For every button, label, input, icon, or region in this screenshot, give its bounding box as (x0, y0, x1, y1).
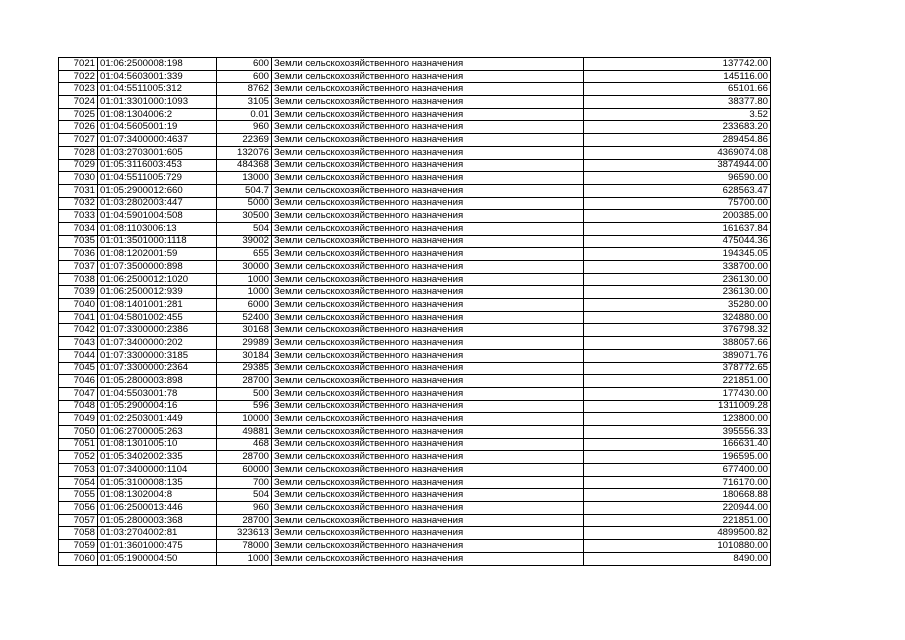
area-cell: 28700 (217, 451, 272, 464)
land-category-cell: Земли сельскохозяйственного назначения (272, 451, 584, 464)
area-cell: 960 (217, 502, 272, 515)
table-row (59, 235, 771, 248)
table-row (59, 425, 771, 438)
row-number-cell: 7059 (59, 540, 98, 553)
area-cell: 29385 (217, 362, 272, 375)
row-number-cell: 7050 (59, 425, 98, 438)
row-number-cell: 7025 (59, 108, 98, 121)
table-row (59, 58, 771, 71)
cadastral-value-cell: 388057.66 (584, 337, 771, 350)
land-category-cell: Земли сельскохозяйственного назначения (272, 387, 584, 400)
cadastral-value-cell: 3.52 (584, 108, 771, 121)
cadastral-value-cell: 96590.00 (584, 172, 771, 185)
cadastral-number-cell: 01:05:3402002:335 (98, 451, 217, 464)
area-cell: 504.7 (217, 184, 272, 197)
table-row (59, 299, 771, 312)
area-cell: 60000 (217, 464, 272, 477)
land-category-cell: Земли сельскохозяйственного назначения (272, 58, 584, 71)
row-number-cell: 7044 (59, 349, 98, 362)
row-number-cell: 7055 (59, 489, 98, 502)
table-row (59, 387, 771, 400)
table-row (59, 273, 771, 286)
cadastral-number-cell: 01:08:1302004:8 (98, 489, 217, 502)
cadastral-number-cell: 01:04:5511005:729 (98, 172, 217, 185)
cadastral-value-cell: 475044.36 (584, 235, 771, 248)
area-cell: 596 (217, 400, 272, 413)
cadastral-number-cell: 01:05:2900012:660 (98, 184, 217, 197)
land-category-cell: Земли сельскохозяйственного назначения (272, 413, 584, 426)
cadastral-value-cell: 65101.66 (584, 83, 771, 96)
land-category-cell: Земли сельскохозяйственного назначения (272, 552, 584, 565)
area-cell: 504 (217, 489, 272, 502)
area-cell: 49881 (217, 425, 272, 438)
cadastral-value-cell: 376798.32 (584, 324, 771, 337)
cadastral-value-cell: 196595.00 (584, 451, 771, 464)
cadastral-number-cell: 01:07:3400000:202 (98, 337, 217, 350)
row-number-cell: 7028 (59, 146, 98, 159)
land-category-cell: Земли сельскохозяйственного назначения (272, 172, 584, 185)
cadastral-number-cell: 01:03:2703001:605 (98, 146, 217, 159)
area-cell: 30184 (217, 349, 272, 362)
table-row (59, 172, 771, 185)
land-registry-table (58, 57, 771, 566)
cadastral-value-cell: 289454.86 (584, 134, 771, 147)
row-number-cell: 7041 (59, 311, 98, 324)
area-cell: 6000 (217, 299, 272, 312)
area-cell: 468 (217, 438, 272, 451)
land-category-cell: Земли сельскохозяйственного назначения (272, 311, 584, 324)
land-category-cell: Земли сельскохозяйственного назначения (272, 222, 584, 235)
area-cell: 29989 (217, 337, 272, 350)
table-row (59, 362, 771, 375)
cadastral-value-cell: 194345.05 (584, 248, 771, 261)
area-cell: 0.01 (217, 108, 272, 121)
area-cell: 700 (217, 476, 272, 489)
area-cell: 323613 (217, 527, 272, 540)
cadastral-number-cell: 01:06:2500008:198 (98, 58, 217, 71)
land-category-cell: Земли сельскохозяйственного назначения (272, 248, 584, 261)
row-number-cell: 7056 (59, 502, 98, 515)
table-row (59, 248, 771, 261)
area-cell: 655 (217, 248, 272, 261)
area-cell: 30000 (217, 261, 272, 274)
table-row (59, 400, 771, 413)
land-category-cell: Земли сельскохозяйственного назначения (272, 337, 584, 350)
cadastral-value-cell: 628563.47 (584, 184, 771, 197)
table-row (59, 489, 771, 502)
row-number-cell: 7035 (59, 235, 98, 248)
area-cell: 132076 (217, 146, 272, 159)
cadastral-number-cell: 01:07:3400000:4637 (98, 134, 217, 147)
row-number-cell: 7030 (59, 172, 98, 185)
land-category-cell: Земли сельскохозяйственного назначения (272, 514, 584, 527)
row-number-cell: 7042 (59, 324, 98, 337)
row-number-cell: 7052 (59, 451, 98, 464)
area-cell: 78000 (217, 540, 272, 553)
row-number-cell: 7058 (59, 527, 98, 540)
cadastral-value-cell: 75700.00 (584, 197, 771, 210)
land-category-cell: Земли сельскохозяйственного назначения (272, 210, 584, 223)
cadastral-value-cell: 8490.00 (584, 552, 771, 565)
row-number-cell: 7038 (59, 273, 98, 286)
cadastral-number-cell: 01:04:5503001:78 (98, 387, 217, 400)
cadastral-number-cell: 01:07:3400000:1104 (98, 464, 217, 477)
table-row (59, 222, 771, 235)
cadastral-number-cell: 01:08:1202001:59 (98, 248, 217, 261)
row-number-cell: 7027 (59, 134, 98, 147)
cadastral-value-cell: 166631.40 (584, 438, 771, 451)
land-category-cell: Земли сельскохозяйственного назначения (272, 299, 584, 312)
cadastral-number-cell: 01:04:5605001:19 (98, 121, 217, 134)
table-row (59, 413, 771, 426)
land-category-cell: Земли сельскохозяйственного назначения (272, 108, 584, 121)
row-number-cell: 7032 (59, 197, 98, 210)
land-category-cell: Земли сельскохозяйственного назначения (272, 197, 584, 210)
cadastral-value-cell: 35280.00 (584, 299, 771, 312)
land-category-cell: Земли сельскохозяйственного назначения (272, 425, 584, 438)
area-cell: 600 (217, 70, 272, 83)
area-cell: 500 (217, 387, 272, 400)
cadastral-value-cell: 221851.00 (584, 514, 771, 527)
area-cell: 504 (217, 222, 272, 235)
cadastral-number-cell: 01:08:1103006:13 (98, 222, 217, 235)
cadastral-number-cell: 01:06:2500012:1020 (98, 273, 217, 286)
cadastral-number-cell: 01:05:2800003:898 (98, 375, 217, 388)
table-row (59, 514, 771, 527)
cadastral-value-cell: 236130.00 (584, 286, 771, 299)
land-category-cell: Земли сельскохозяйственного назначения (272, 502, 584, 515)
row-number-cell: 7024 (59, 96, 98, 109)
area-cell: 28700 (217, 375, 272, 388)
area-cell: 52400 (217, 311, 272, 324)
land-category-cell: Земли сельскохозяйственного назначения (272, 324, 584, 337)
cadastral-number-cell: 01:03:2704002:81 (98, 527, 217, 540)
table-row (59, 540, 771, 553)
area-cell: 1000 (217, 552, 272, 565)
cadastral-number-cell: 01:08:1304006:2 (98, 108, 217, 121)
cadastral-number-cell: 01:05:2900004:16 (98, 400, 217, 413)
table-row (59, 324, 771, 337)
row-number-cell: 7022 (59, 70, 98, 83)
area-cell: 28700 (217, 514, 272, 527)
area-cell: 5000 (217, 197, 272, 210)
land-category-cell: Земли сельскохозяйственного назначения (272, 273, 584, 286)
cadastral-number-cell: 01:05:2800003:368 (98, 514, 217, 527)
row-number-cell: 7060 (59, 552, 98, 565)
cadastral-number-cell: 01:07:3300000:2386 (98, 324, 217, 337)
table-row (59, 438, 771, 451)
land-category-cell: Земли сельскохозяйственного назначения (272, 96, 584, 109)
area-cell: 13000 (217, 172, 272, 185)
table-row (59, 464, 771, 477)
land-category-cell: Земли сельскохозяйственного назначения (272, 464, 584, 477)
area-cell: 1000 (217, 286, 272, 299)
land-category-cell: Земли сельскохозяйственного назначения (272, 184, 584, 197)
cadastral-value-cell: 1311009.28 (584, 400, 771, 413)
table-row (59, 108, 771, 121)
cadastral-value-cell: 378772.65 (584, 362, 771, 375)
cadastral-number-cell: 01:06:2500013:446 (98, 502, 217, 515)
cadastral-value-cell: 338700.00 (584, 261, 771, 274)
cadastral-number-cell: 01:07:3300000:3185 (98, 349, 217, 362)
table-row (59, 502, 771, 515)
land-category-cell: Земли сельскохозяйственного назначения (272, 349, 584, 362)
cadastral-number-cell: 01:08:1401001:281 (98, 299, 217, 312)
cadastral-number-cell: 01:01:3501000:1118 (98, 235, 217, 248)
cadastral-value-cell: 324880.00 (584, 311, 771, 324)
row-number-cell: 7036 (59, 248, 98, 261)
row-number-cell: 7023 (59, 83, 98, 96)
row-number-cell: 7040 (59, 299, 98, 312)
table-row (59, 286, 771, 299)
cadastral-value-cell: 161637.84 (584, 222, 771, 235)
land-category-cell: Земли сельскохозяйственного назначения (272, 540, 584, 553)
area-cell: 3105 (217, 96, 272, 109)
row-number-cell: 7034 (59, 222, 98, 235)
row-number-cell: 7057 (59, 514, 98, 527)
cadastral-value-cell: 3874944.00 (584, 159, 771, 172)
cadastral-value-cell: 220944.00 (584, 502, 771, 515)
cadastral-value-cell: 137742.00 (584, 58, 771, 71)
cadastral-value-cell: 4899500.82 (584, 527, 771, 540)
area-cell: 22369 (217, 134, 272, 147)
cadastral-value-cell: 677400.00 (584, 464, 771, 477)
land-category-cell: Земли сельскохозяйственного назначения (272, 375, 584, 388)
row-number-cell: 7053 (59, 464, 98, 477)
table-row (59, 527, 771, 540)
land-category-cell: Земли сельскохозяйственного назначения (272, 527, 584, 540)
land-category-cell: Земли сельскохозяйственного назначения (272, 286, 584, 299)
land-category-cell: Земли сельскохозяйственного назначения (272, 159, 584, 172)
area-cell: 10000 (217, 413, 272, 426)
row-number-cell: 7043 (59, 337, 98, 350)
row-number-cell: 7045 (59, 362, 98, 375)
land-category-cell: Земли сельскохозяйственного назначения (272, 235, 584, 248)
cadastral-number-cell: 01:07:3500000:898 (98, 261, 217, 274)
table-row (59, 337, 771, 350)
row-number-cell: 7029 (59, 159, 98, 172)
area-cell: 960 (217, 121, 272, 134)
table-row (59, 375, 771, 388)
cadastral-value-cell: 716170.00 (584, 476, 771, 489)
area-cell: 600 (217, 58, 272, 71)
row-number-cell: 7039 (59, 286, 98, 299)
cadastral-number-cell: 01:06:2500012:939 (98, 286, 217, 299)
area-cell: 1000 (217, 273, 272, 286)
cadastral-number-cell: 01:04:5603001:339 (98, 70, 217, 83)
land-category-cell: Земли сельскохозяйственного назначения (272, 476, 584, 489)
land-category-cell: Земли сельскохозяйственного назначения (272, 489, 584, 502)
land-category-cell: Земли сельскохозяйственного назначения (272, 146, 584, 159)
cadastral-value-cell: 395556.33 (584, 425, 771, 438)
area-cell: 8762 (217, 83, 272, 96)
row-number-cell: 7037 (59, 261, 98, 274)
cadastral-number-cell: 01:04:5801002:455 (98, 311, 217, 324)
land-category-cell: Земли сельскохозяйственного назначения (272, 438, 584, 451)
table-row (59, 134, 771, 147)
cadastral-value-cell: 221851.00 (584, 375, 771, 388)
cadastral-number-cell: 01:08:1301005:10 (98, 438, 217, 451)
cadastral-value-cell: 177430.00 (584, 387, 771, 400)
area-cell: 30500 (217, 210, 272, 223)
cadastral-value-cell: 389071.76 (584, 349, 771, 362)
cadastral-value-cell: 145116.00 (584, 70, 771, 83)
table-row (59, 184, 771, 197)
table-row (59, 146, 771, 159)
table-row (59, 451, 771, 464)
area-cell: 39002 (217, 235, 272, 248)
cadastral-number-cell: 01:05:1900004:50 (98, 552, 217, 565)
table-row (59, 70, 771, 83)
row-number-cell: 7051 (59, 438, 98, 451)
table-row (59, 96, 771, 109)
row-number-cell: 7021 (59, 58, 98, 71)
table-row (59, 261, 771, 274)
cadastral-number-cell: 01:06:2700005:263 (98, 425, 217, 438)
land-category-cell: Земли сельскохозяйственного назначения (272, 70, 584, 83)
cadastral-value-cell: 123800.00 (584, 413, 771, 426)
table-row (59, 311, 771, 324)
table-row (59, 552, 771, 565)
row-number-cell: 7033 (59, 210, 98, 223)
cadastral-value-cell: 38377.80 (584, 96, 771, 109)
land-category-cell: Земли сельскохозяйственного назначения (272, 134, 584, 147)
cadastral-value-cell: 4369074.08 (584, 146, 771, 159)
area-cell: 30168 (217, 324, 272, 337)
table-body (59, 58, 771, 566)
row-number-cell: 7049 (59, 413, 98, 426)
row-number-cell: 7048 (59, 400, 98, 413)
cadastral-number-cell: 01:04:5511005:312 (98, 83, 217, 96)
cadastral-number-cell: 01:04:5901004:508 (98, 210, 217, 223)
area-cell: 484368 (217, 159, 272, 172)
table-row (59, 349, 771, 362)
cadastral-number-cell: 01:05:3100008:135 (98, 476, 217, 489)
table-row (59, 476, 771, 489)
table-row (59, 159, 771, 172)
cadastral-value-cell: 1010880.00 (584, 540, 771, 553)
land-category-cell: Земли сельскохозяйственного назначения (272, 121, 584, 134)
cadastral-number-cell: 01:03:2802003:447 (98, 197, 217, 210)
cadastral-value-cell: 236130.00 (584, 273, 771, 286)
cadastral-number-cell: 01:01:3601000:475 (98, 540, 217, 553)
row-number-cell: 7047 (59, 387, 98, 400)
table-row (59, 210, 771, 223)
table-row (59, 83, 771, 96)
row-number-cell: 7031 (59, 184, 98, 197)
cadastral-number-cell: 01:01:3301000:1093 (98, 96, 217, 109)
land-category-cell: Земли сельскохозяйственного назначения (272, 83, 584, 96)
cadastral-number-cell: 01:02:2503001:449 (98, 413, 217, 426)
land-category-cell: Земли сельскохозяйственного назначения (272, 261, 584, 274)
table-row (59, 197, 771, 210)
cadastral-number-cell: 01:07:3300000:2364 (98, 362, 217, 375)
land-category-cell: Земли сельскохозяйственного назначения (272, 362, 584, 375)
row-number-cell: 7046 (59, 375, 98, 388)
row-number-cell: 7054 (59, 476, 98, 489)
cadastral-value-cell: 180668.88 (584, 489, 771, 502)
land-category-cell: Земли сельскохозяйственного назначения (272, 400, 584, 413)
cadastral-value-cell: 200385.00 (584, 210, 771, 223)
row-number-cell: 7026 (59, 121, 98, 134)
table-row (59, 121, 771, 134)
cadastral-number-cell: 01:05:3116003:453 (98, 159, 217, 172)
cadastral-value-cell: 233683.20 (584, 121, 771, 134)
